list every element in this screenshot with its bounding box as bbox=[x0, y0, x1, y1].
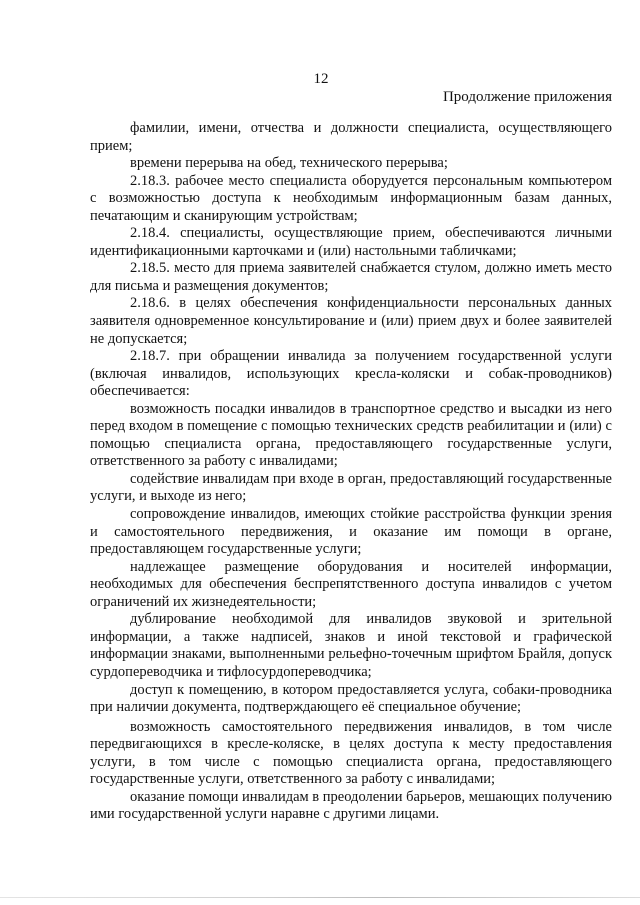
paragraph: содействие инвалидам при входе в орган, предоставляющий государственные услуги, и выходе из него; bbox=[90, 470, 612, 505]
paragraph: 2.18.5. место для приема заявителей снабжается стулом, должно иметь место для письма и размещения документов; bbox=[90, 260, 612, 294]
paragraph: возможность самостоятельного передвижения инвалидов, в том числе передвигающихся в кресле-коляске, в целях доступа к месту предоставления услуги, в том числе с помощью специалиста органа, предоставляющего государственные услуги, ответственного за работу с инвалидами; bbox=[90, 718, 612, 788]
paragraph: 2.18.6. в целях обеспечения конфиденциальности персональных данных заявителя одновременное консультирование и (или) прием двух и более заявителей не допускается; bbox=[90, 295, 612, 347]
paragraph: 2.18.3. рабочее место специалиста оборудуется персональным компьютером с возможностью доступа к необходимым информационным базам данных, печатающим и сканирующим устройствам; bbox=[90, 172, 612, 224]
paragraph: времени перерыва на обед, технического перерыва; bbox=[130, 155, 448, 172]
paragraph: дублирование необходимой для инвалидов звуковой и зрительной информации, а также надписей, знаков и иной текстовой и графической информации знаками, выполненными рельефно-точечным шрифтом Брайля, допуск сурдопереводчика и тифлосурдопереводчика; bbox=[90, 611, 612, 680]
scan-bottom-edge bbox=[0, 897, 640, 898]
paragraph: возможность посадки инвалидов в транспортное средство и высадки из него перед входом в помещение с помощью технических средств реабилитации и (или) с помощью специалиста органа, предоставляющего государственные услуги, ответственного за работу с инвалидами; bbox=[90, 400, 612, 470]
paragraph: фамилии, имени, отчества и должности специалиста, осуществляющего прием; bbox=[90, 120, 612, 154]
document-body bbox=[90, 120, 612, 824]
paragraph: надлежащее размещение оборудования и носителей информации, необходимых для обеспечения беспрепятственного доступа инвалидов с учетом ограничений их жизнедеятельности; bbox=[90, 558, 612, 610]
paragraph: 2.18.7. при обращении инвалида за получением государственной услуги (включая инвалидов, использующих кресла-коляски и собак-проводников) обеспечивается: bbox=[90, 348, 612, 400]
paragraph: 2.18.4. специалисты, осуществляющие прием, обеспечиваются личными идентификационными карточками и (или) настольными табличками; bbox=[90, 225, 612, 259]
paragraph: доступ к помещению, в котором предоставляется услуга, собаки-проводника при наличии документа, подтверждающего её специальное обучение; bbox=[90, 681, 612, 716]
appendix-continuation-note: Продолжение приложения bbox=[442, 89, 612, 105]
paragraph: сопровождение инвалидов, имеющих стойкие расстройства функции зрения и самостоятельного передвижения, и оказание им помощи в органе, предоставляющем государственные услуги; bbox=[90, 506, 612, 558]
paragraph: оказание помощи инвалидам в преодолении барьеров, мешающих получению ими государственной услуги наравне с другими лицами. bbox=[90, 788, 613, 823]
page-number: 12 bbox=[313, 71, 329, 87]
